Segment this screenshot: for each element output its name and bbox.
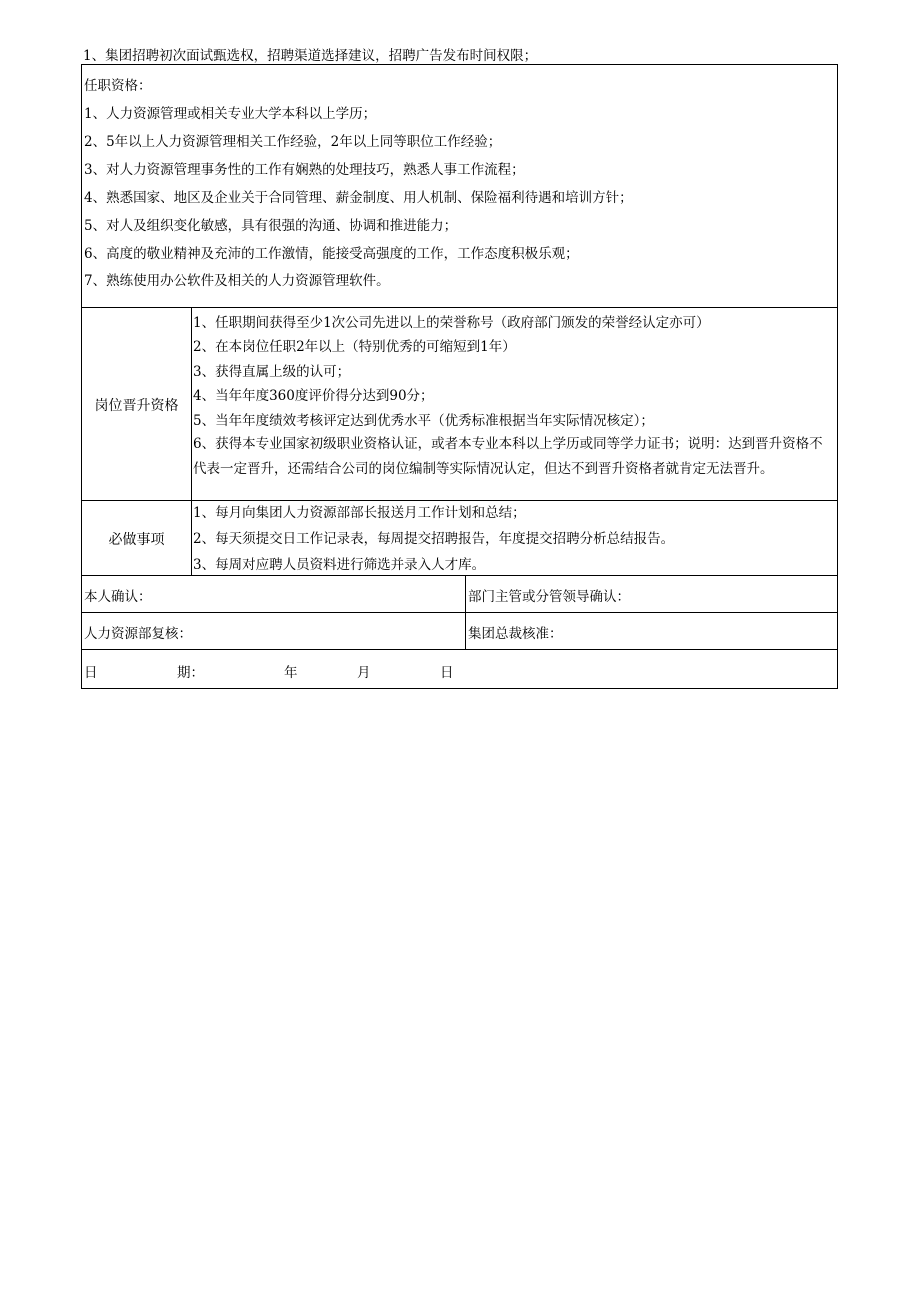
must-do-content <box>193 501 837 576</box>
qualifications-section <box>81 64 838 308</box>
promotion-section <box>81 307 838 501</box>
date-row <box>81 649 838 689</box>
qualification-item: 4、熟悉国家、地区及企业关于合同管理、薪金制度、用人机制、保险福利待遇和培训方针； <box>84 190 633 206</box>
date-day-label: 日 <box>440 665 454 681</box>
review-row <box>81 612 838 650</box>
promotion-item: 1、任职期间获得至少1次公司先进以上的荣誉称号（政府部门颁发的荣誉经认定亦可） <box>193 315 710 331</box>
must-do-item: 3、每周对应聘人员资料进行筛选并录入人才库。 <box>193 557 486 573</box>
confirm-row <box>81 575 838 613</box>
promotion-item: 4、当年年度360度评价得分达到90分； <box>193 388 434 404</box>
promotion-item: 3、获得直属上级的认可； <box>193 364 351 380</box>
promotion-label: 岗位晋升资格 <box>82 308 192 501</box>
top-line: 1、集团招聘初次面试甄选权，招聘渠道选择建议，招聘广告发布时间权限； <box>83 48 538 64</box>
promotion-item: 5、当年年度绩效考核评定达到优秀水平（优秀标准根据当年实际情况核定）； <box>193 413 654 429</box>
must-do-section <box>81 500 838 576</box>
hr-review-label: 人力资源部复核： <box>82 613 466 650</box>
promotion-content <box>193 308 837 501</box>
date-month-label: 月 <box>357 665 371 681</box>
ceo-approve-label: 集团总裁核准： <box>468 625 563 642</box>
must-do-item: 1、每月向集团人力资源部部长报送月工作计划和总结； <box>193 505 526 521</box>
qualification-item: 2、5年以上人力资源管理相关工作经验，2年以上同等职位工作经验； <box>84 134 502 150</box>
dept-confirm-label: 部门主管或分管领导确认： <box>468 588 630 605</box>
qualification-item: 6、高度的敬业精神及充沛的工作激情，能接受高强度的工作，工作态度积极乐观； <box>84 246 579 262</box>
qualification-item: 5、对人及组织变化敏感，具有很强的沟通、协调和推进能力； <box>84 218 458 234</box>
date-label-day-char: 日 <box>84 665 98 681</box>
qualification-item: 7、熟练使用办公软件及相关的人力资源管理软件。 <box>84 273 390 289</box>
must-do-label: 必做事项 <box>82 501 192 576</box>
qualification-item: 3、对人力资源管理事务性的工作有娴熟的处理技巧，熟悉人事工作流程； <box>84 162 525 178</box>
date-label-period-char: 期： <box>177 665 204 681</box>
self-confirm-label: 本人确认： <box>82 576 466 613</box>
promotion-item: 2、在本岗位任职2年以上（特别优秀的可缩短到1年） <box>193 339 516 355</box>
promotion-item: 6、获得本专业国家初级职业资格认证，或者本专业本科以上学历或同等学力证书；说明：达到晋升资格不代表一定晋升，还需结合公司的岗位编制等实际情况认定，但达不到晋升资格者就肯定无法晋升。 <box>193 436 823 477</box>
must-do-item: 2、每天须提交日工作记录表，每周提交招聘报告，年度提交招聘分析总结报告。 <box>193 531 675 547</box>
date-year-label: 年 <box>284 665 298 681</box>
qualifications-title: 任职资格： <box>84 78 152 94</box>
qualification-item: 1、人力资源管理或相关专业大学本科以上学历； <box>84 106 377 122</box>
